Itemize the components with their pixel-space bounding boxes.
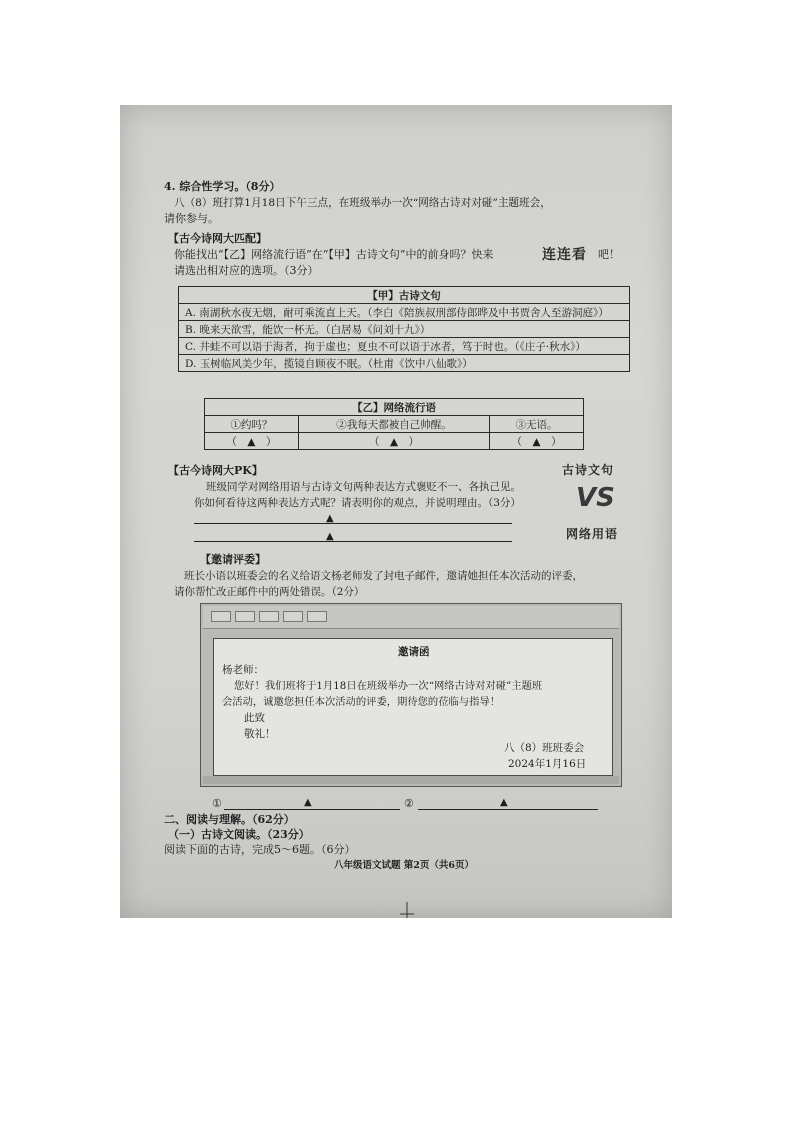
email-salutation: 杨老师： <box>222 664 264 676</box>
side-label-poetry: 古诗文句 <box>562 463 615 477</box>
page-footer: 八年级语文试题 第2页（共6页） <box>334 860 475 871</box>
answer1-marker: ▲ <box>304 797 312 808</box>
exam-page <box>120 105 672 918</box>
part1-prompt-line2: 请选出相对应的选项。（3分） <box>174 264 319 277</box>
part3-line1: 班长小语以班委会的名义给语文杨老师发了封电子邮件，邀请她担任本次活动的评委， <box>184 570 583 582</box>
q4-heading: 4. 综合性学习。（8分） <box>164 180 281 193</box>
yi-item-2: ②我每天都被自己帅醒。 <box>298 416 489 433</box>
table-jia-header: 【甲】古诗文句 <box>179 287 630 304</box>
yi-answer-3[interactable]: （ ▲ ） <box>490 433 584 450</box>
answer2-label: ② <box>404 797 414 810</box>
toolbar-button[interactable] <box>235 611 255 622</box>
part3-line2: 请你帮忙改正邮件中的两处错误。（2分） <box>174 586 365 598</box>
yi-item-1: ①约吗？ <box>205 416 299 433</box>
table-yi-header: 【乙】网络流行语 <box>205 399 584 416</box>
part2-answer-line-2[interactable] <box>194 541 512 542</box>
email-body <box>213 638 613 776</box>
table-yi <box>204 398 584 450</box>
q4-intro-line2: 请你参与。 <box>164 212 219 225</box>
table-jia-row-c: C. 井蛙不可以语于海者，拘于虚也；夏虫不可以语于冰者，笃于时也。（《庄子·秋水》） <box>179 338 630 355</box>
email-toolbar <box>203 606 619 629</box>
blank-marker-1: ▲ <box>326 513 334 524</box>
table-jia <box>178 286 630 372</box>
vs-mark: VS <box>576 483 615 513</box>
section2-instruction: 阅读下面的古诗，完成5～6题。（6分） <box>164 843 356 856</box>
yi-answer-1[interactable]: （ ▲ ） <box>205 433 299 450</box>
table-jia-row-d: D. 玉树临风美少年，揽镜自顾夜不眠。（杜甫《饮中八仙歌》） <box>179 355 630 372</box>
part2-line1: 班级同学对网络用语与古诗文句两种表达方式褒贬不一、各执己见。 <box>206 481 521 493</box>
blank-marker-2: ▲ <box>326 531 334 542</box>
part1-title: 【古今诗网大匹配】 <box>168 232 267 245</box>
toolbar-button[interactable] <box>211 611 231 622</box>
email-body-line2: 会活动，诚邀您担任本次活动的评委，期待您的莅临与指导！ <box>222 696 501 708</box>
answer2-line[interactable] <box>418 809 598 810</box>
q4-intro-line1: 八（8）班打算1月18日下午三点，在班级举办一次“网络古诗对对碰”主题班会， <box>174 197 551 209</box>
table-jia-row-b: B. 晚来天欲雪，能饮一杯无。（白居易《问刘十九》） <box>179 321 630 338</box>
part1-prompt-a: 你能找出“【乙】网络流行语”在“【甲】古诗文句”中的前身吗？快来 <box>174 248 494 261</box>
email-closing2: 敬礼！ <box>244 728 276 740</box>
yi-item-3: ③无语。 <box>490 416 584 433</box>
answer1-line[interactable] <box>224 809 400 810</box>
section2-sub: （一）古诗文阅读。（23分） <box>168 828 310 841</box>
part2-line2: 你如何看待这两种表达方式呢？请表明你的观点，并说明理由。（3分） <box>194 497 521 509</box>
lianlian-stamp: 连连看 <box>542 247 587 263</box>
toolbar-button[interactable] <box>307 611 327 622</box>
email-body-line1: 您好！我们班将于1月18日在班级举办一次“网络古诗对对碰”主题班 <box>234 680 543 692</box>
answer1-label: ① <box>212 797 222 810</box>
email-screenshot <box>200 603 622 787</box>
email-title: 邀请函 <box>398 646 430 658</box>
part2-answer-line-1[interactable] <box>194 523 512 524</box>
email-sender: 八（8）班班委会 <box>504 742 585 754</box>
toolbar-button[interactable] <box>283 611 303 622</box>
part1-prompt-b: 吧！ <box>598 248 620 261</box>
table-jia-row-a: A. 南湖秋水夜无烟，耐可乘流直上天。（李白《陪族叔刑部侍郎晔及中书贾舍人至游洞庭》） <box>179 304 630 321</box>
part2-title: 【古今诗网大PK】 <box>168 464 263 477</box>
email-statusbar <box>203 776 619 784</box>
crop-mark-icon <box>400 902 414 918</box>
email-date: 2024年1月16日 <box>508 758 587 770</box>
section2-heading: 二、阅读与理解。（62分） <box>164 813 295 826</box>
part3-title: 【邀请评委】 <box>200 553 266 566</box>
email-closing1: 此致 <box>244 712 265 724</box>
answer2-marker: ▲ <box>500 797 508 808</box>
toolbar-button[interactable] <box>259 611 279 622</box>
side-label-internet: 网络用语 <box>566 527 619 541</box>
yi-answer-2[interactable]: （ ▲ ） <box>298 433 489 450</box>
